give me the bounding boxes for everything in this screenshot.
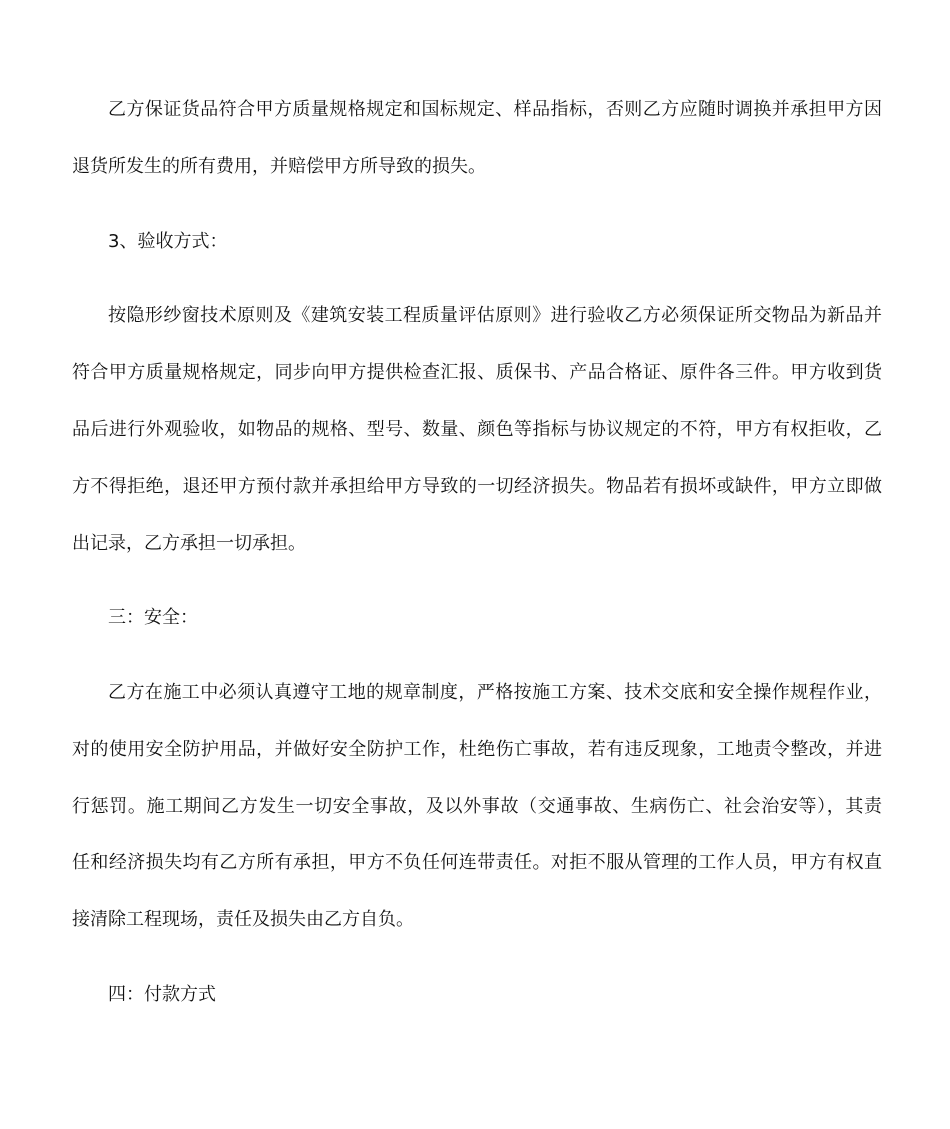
section-heading: 3、验收方式： — [108, 231, 228, 252]
paragraph-line: 行惩罚。施工期间乙方发生一切安全事故，及以外事故（交通事故、生病伤亡、社会治安等），其责 — [72, 796, 882, 817]
section-heading: 四：付款方式 — [108, 984, 216, 1005]
paragraph-line: 方不得拒绝，退还甲方预付款并承担给甲方导致的一切经济损失。物品若有损坏或缺件，甲方立即做 — [72, 476, 882, 497]
paragraph-line: 出记录，乙方承担一切承担。 — [72, 533, 306, 554]
section-heading: 三：安全： — [108, 607, 198, 628]
paragraph-line: 符合甲方质量规格规定，同步向甲方提供检查汇报、质保书、产品合格证、原件各三件。甲方收到货 — [72, 362, 882, 383]
paragraph-line: 接清除工程现场，责任及损失由乙方自负。 — [72, 909, 414, 930]
paragraph-line: 品后进行外观验收，如物品的规格、型号、数量、颜色等指标与协议规定的不符，甲方有权拒收，乙 — [72, 419, 882, 440]
paragraph-line: 任和经济损失均有乙方所有承担，甲方不负任何连带责任。对拒不服从管理的工作人员，甲方有权直 — [72, 852, 882, 873]
paragraph-line: 乙方保证货品符合甲方质量规格规定和国标规定、样品指标，否则乙方应随时调换并承担甲方因 — [108, 99, 882, 120]
paragraph-line: 退货所发生的所有费用，并赔偿甲方所导致的损失。 — [72, 156, 486, 177]
paragraph-line: 乙方在施工中必须认真遵守工地的规章制度，严格按施工方案、技术交底和安全操作规程作业， — [108, 682, 882, 703]
paragraph-line: 对的使用安全防护用品，并做好安全防护工作，杜绝伤亡事故，若有违反现象，工地责令整改，并进 — [72, 739, 882, 760]
paragraph-line: 按隐形纱窗技术原则及《建筑安装工程质量评估原则》进行验收乙方必须保证所交物品为新品并 — [108, 305, 882, 326]
